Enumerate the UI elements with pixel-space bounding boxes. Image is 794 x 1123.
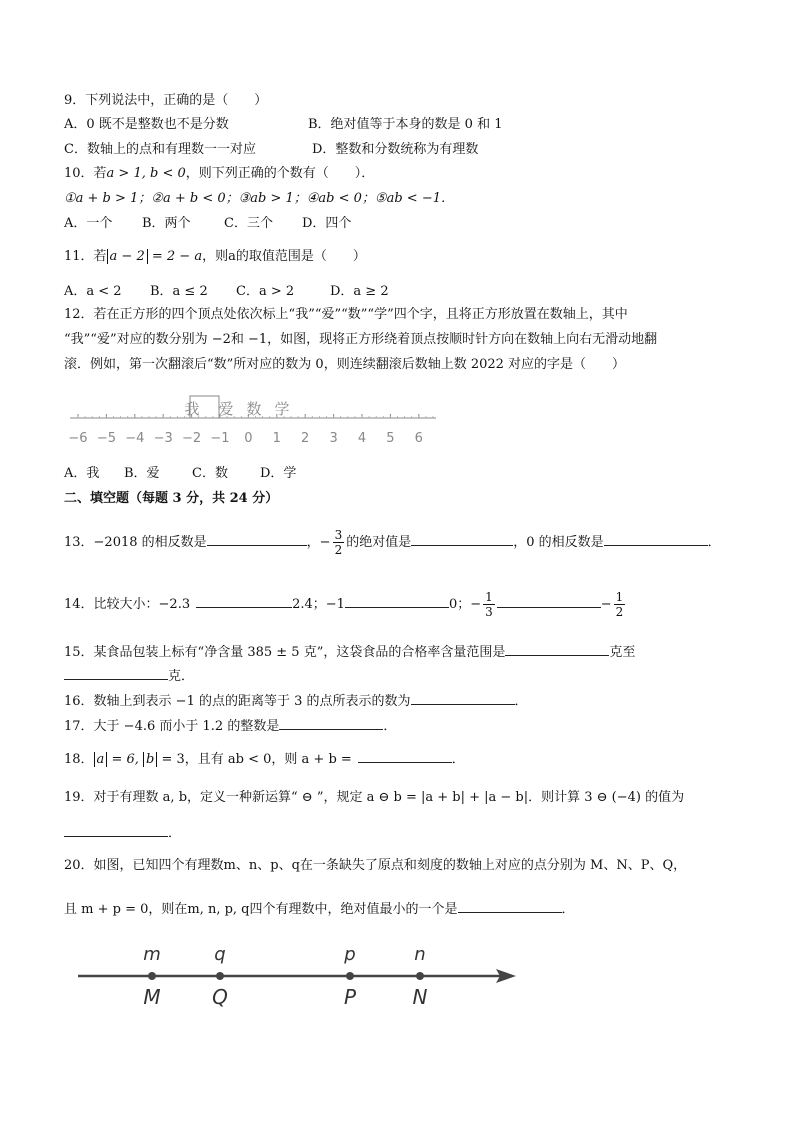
q14-frac2-den: 2 <box>615 605 624 619</box>
q19-end: ． <box>168 826 182 841</box>
q12-line2: “我”“爱”对应的数分别为 −2和 −1，如图，现将正方形绕着顶点按顺时针方向在数轴上向右无滑动地翻 <box>64 332 658 347</box>
q14-part4: − <box>600 597 612 612</box>
q13-blank-3[interactable] <box>604 531 708 546</box>
q11-stem-prefix: 11．若 <box>64 249 107 264</box>
q17-end: ． <box>383 719 397 734</box>
q17-blank[interactable] <box>279 715 383 730</box>
q14-blank-2[interactable] <box>345 593 449 608</box>
q11-abs-expression: a − 2 <box>107 249 148 264</box>
q13-part2: ，− <box>306 535 331 550</box>
q13 <box>64 528 721 557</box>
q14-blank-3[interactable] <box>497 593 601 608</box>
q18-prefix: 18． <box>64 752 94 767</box>
point-marker <box>346 972 354 980</box>
q20-blank[interactable] <box>458 898 562 913</box>
tick-label: −5 <box>96 431 116 446</box>
q14 <box>64 590 627 619</box>
q10-option-b: B．两个 <box>142 216 191 231</box>
q10-options <box>64 215 352 233</box>
point-name-label: N <box>412 985 428 1009</box>
point-name-label: M <box>143 985 161 1009</box>
q11-option-c: C．a > 2 <box>236 284 295 299</box>
tick-label: 5 <box>386 431 395 446</box>
q14-part3: 0；− <box>448 597 482 612</box>
q13-part4: ，0 的相反数是 <box>513 535 604 550</box>
tick-label: −1 <box>210 431 230 446</box>
q11-option-b: B．a ≤ 2 <box>150 284 208 299</box>
q9-options-row1 <box>64 116 503 134</box>
q10-statements: ①a + b > 1；②a + b < 0；③ab > 1；④ab < 0；⑤ab < −1． <box>64 191 454 206</box>
q20-line2 <box>64 898 575 919</box>
q14-fraction-1 <box>483 590 495 619</box>
q13-part1: 13．−2018 的相反数是 <box>64 535 207 550</box>
q11-rhs: = 2 − a <box>147 249 203 264</box>
tick-label: 0 <box>244 431 253 446</box>
q10-stem-suffix: ，则下列正确的个数有（ ）． <box>185 166 375 181</box>
q20-number-line-figure <box>74 940 524 1016</box>
q13-frac-num: 3 <box>334 528 343 542</box>
q15-blank-1[interactable] <box>505 641 609 656</box>
q12-number-line-figure <box>64 392 444 450</box>
q10-option-a: A．一个 <box>64 216 113 231</box>
q10-stem-prefix: 10．若 <box>64 166 107 181</box>
q20-line1: 20．如图，已知四个有理数m、n、p、q在一条缺失了原点和刻度的数轴上对应的点分别为 M、N、P、Q， <box>64 858 687 873</box>
q19-line1: 19．对于有理数 a, b，定义一种新运算“ ⊖ ”，规定 a ⊖ b = |a + b| + |a − b|．则计算 3 ⊖ (−4) 的值为 <box>64 790 685 805</box>
q12-option-b: B．爱 <box>124 466 160 481</box>
q9-option-a: A．0 既不是整数也不是分数 <box>64 117 229 132</box>
q16 <box>64 690 528 711</box>
point-value-label: m <box>143 944 161 965</box>
q18 <box>64 748 465 769</box>
tick-label: 3 <box>329 431 338 446</box>
q15-blank-2[interactable] <box>64 665 168 680</box>
q9-option-d: D．整数和分数统称为有理数 <box>312 142 479 157</box>
q9-option-b: B．绝对值等于本身的数是 0 和 1 <box>308 117 503 132</box>
q11-option-d: D．a ≥ 2 <box>330 284 389 299</box>
q20-end: ． <box>561 902 575 917</box>
q10-stem <box>64 165 374 183</box>
tick-label: 4 <box>357 431 367 446</box>
q14-part2: 2.4；−1 <box>292 597 345 612</box>
q12-option-a: A．我 <box>64 466 100 481</box>
q13-part3: 的绝对值是 <box>346 535 412 550</box>
q13-part5: ． <box>707 535 721 550</box>
q11-stem-suffix: ，则a的取值范围是（ ） <box>202 249 366 264</box>
q11-option-a: A．a < 2 <box>64 284 122 299</box>
q10-option-c: C．三个 <box>224 216 273 231</box>
q16-end: ． <box>514 694 528 709</box>
q15-line1-end: 克至 <box>609 645 636 660</box>
q12-option-c: C．数 <box>192 466 228 481</box>
point-marker <box>148 972 156 980</box>
point-marker <box>416 972 424 980</box>
q11-options <box>64 283 389 301</box>
q19-blank[interactable] <box>64 822 168 837</box>
q9-stem: 9．下列说法中，正确的是（ ） <box>64 93 268 108</box>
q19-line2 <box>64 822 181 843</box>
q9-options-row2 <box>64 141 479 159</box>
tick-label: 2 <box>301 431 310 446</box>
q18-end: ． <box>451 752 465 767</box>
q14-part1: 14．比较大小：−2.3 <box>64 597 191 612</box>
figure-char: 学 <box>274 400 290 418</box>
q10-condition: a > 1, b < 0 <box>106 166 186 181</box>
q15-line2 <box>64 665 194 686</box>
tick-label: −4 <box>125 431 145 446</box>
figure-char: 我 <box>184 400 200 418</box>
tick-label: −6 <box>68 431 88 446</box>
q18-blank[interactable] <box>358 748 452 763</box>
q13-frac-den: 2 <box>334 543 343 557</box>
q16-text: 16．数轴上到表示 −1 的点的距离等于 3 的点所表示的数为 <box>64 694 411 709</box>
point-value-label: q <box>214 944 226 965</box>
q15-line2-end: 克． <box>168 669 195 684</box>
q14-frac1-den: 3 <box>485 605 493 619</box>
section-title: 二、填空题（每题 3 分，共 24 分） <box>64 491 279 506</box>
q13-blank-1[interactable] <box>207 531 307 546</box>
q14-fraction-2 <box>614 590 626 619</box>
q13-fraction <box>333 528 345 557</box>
q12-option-d: D．学 <box>260 466 297 481</box>
q12-line1: 12．若在正方形的四个顶点处依次标上“我”“爱”“数”“学”四个字，且将正方形放置在数轴上，其中 <box>64 307 628 322</box>
tick-label: −2 <box>182 431 202 446</box>
point-name-label: P <box>343 985 357 1009</box>
point-value-label: p <box>344 944 356 965</box>
q11-stem <box>64 248 366 266</box>
tick-label: −3 <box>153 431 173 446</box>
q20-text: 且 m + p = 0，则在m, n, p, q四个有理数中，绝对值最小的一个是 <box>64 902 458 917</box>
q15-line1 <box>64 641 635 662</box>
q17-text: 17．大于 −4.6 而小于 1.2 的整数是 <box>64 719 280 734</box>
q10-option-d: D．四个 <box>302 216 352 231</box>
q12-options <box>64 465 297 483</box>
q18-abs-b: b <box>143 752 157 767</box>
point-value-label: n <box>414 944 426 965</box>
figure-char: 爱 <box>218 400 234 418</box>
q9-option-c: C．数轴上的点和有理数一一对应 <box>64 142 256 157</box>
point-marker <box>216 972 224 980</box>
q12-line3: 滚．例如，第一次翻滚后“数”所对应的数为 0，则连续翻滚后数轴上数 2022 对应的字是（ ） <box>64 357 626 372</box>
q17 <box>64 715 396 736</box>
q18-part2: = 6, <box>107 752 144 767</box>
figure-char: 数 <box>246 400 262 418</box>
point-name-label: Q <box>212 985 228 1009</box>
q15-text: 15．某食品包装上标有“净含量 385 ± 5 克”，这袋食品的合格率含量范围是 <box>64 645 506 660</box>
tick-label: 1 <box>272 431 281 446</box>
q14-frac1-num: 1 <box>485 590 493 604</box>
q14-frac2-num: 1 <box>615 590 624 604</box>
q18-part3: = 3，且有 ab < 0，则 a + b = <box>157 752 352 767</box>
q18-abs-a: a <box>94 752 108 767</box>
q13-blank-2[interactable] <box>411 531 513 546</box>
q14-blank-1[interactable] <box>196 593 292 608</box>
q16-blank[interactable] <box>411 690 515 705</box>
tick-label: 6 <box>414 431 423 446</box>
